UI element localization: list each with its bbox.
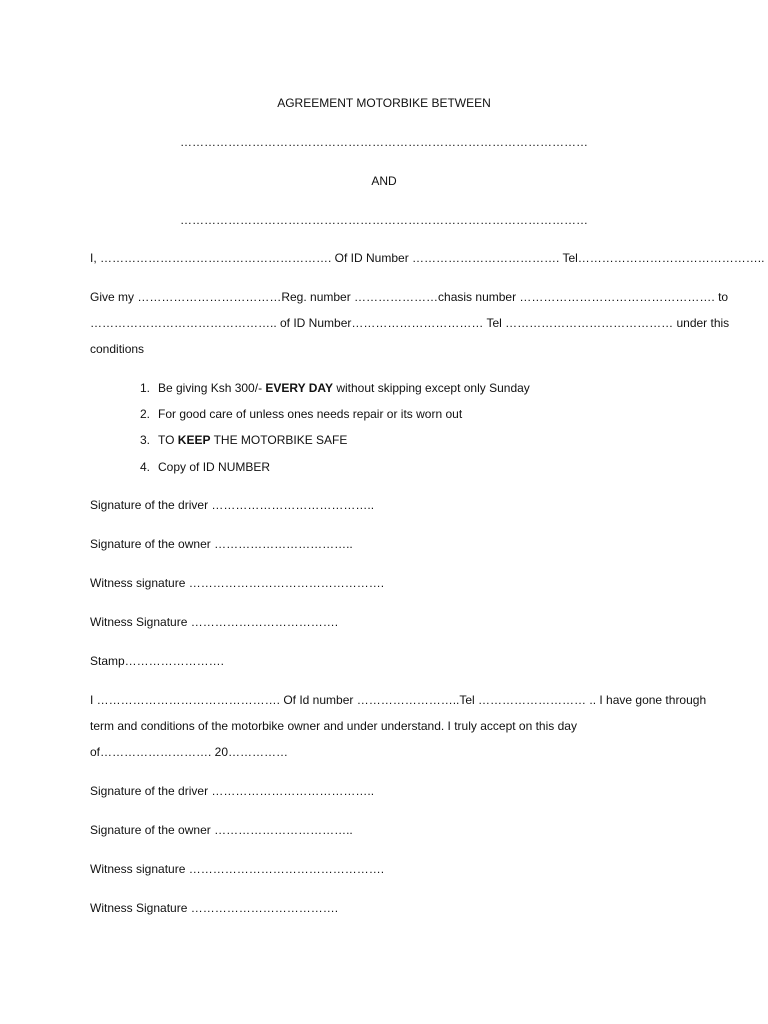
witness-signature-line: Witness Signature ………………………………. [90,901,339,915]
driver-signature-line: Signature of the driver ………………………………….. [90,498,375,512]
give-line-2: ……………………………………….. of ID Number…………………………… Tel …………………………………… under this [90,316,730,330]
condition-text: For good care of unless ones needs repair or its worn out [158,407,463,421]
accept-line-1: I ………………………………………. Of Id number ……………………..Tel ……………………… .. I have gone through [90,693,707,707]
stamp-line: Stamp……………………. [90,654,225,668]
intro-line: I, …………………………………………………. Of ID Number ………………………………. Tel……………………………………….. [90,251,765,265]
list-number: 1. [139,381,150,395]
party-one-blank: ………………………………………………………………………………………… [180,135,588,149]
owner-signature-line: Signature of the owner …………………………….. [90,537,353,551]
give-line-3: conditions [90,342,145,356]
document-title: AGREEMENT MOTORBIKE BETWEEN [277,96,491,110]
witness-signature-line: Witness signature …………………………………………. [90,862,385,876]
and-label: AND [371,174,397,188]
condition-text: Copy of ID NUMBER [158,460,271,474]
list-number: 3. [139,433,150,447]
driver-signature-line: Signature of the driver ………………………………….. [90,784,375,798]
condition-text: Be giving Ksh 300/- EVERY DAY without skipping except only Sunday [158,381,530,395]
condition-text: TO KEEP THE MOTORBIKE SAFE [158,433,348,447]
give-line-1: Give my ………………………………Reg. number …………………chasis number …………………………………………. to [90,290,729,304]
party-two-blank: ………………………………………………………………………………………… [180,213,588,227]
accept-line-2: term and conditions of the motorbike owner and under understand. I truly accept on this day [90,719,577,733]
owner-signature-line: Signature of the owner …………………………….. [90,823,353,837]
accept-line-3: of………………………. 20…………… [90,745,289,759]
list-number: 2. [139,407,150,421]
witness-signature-line: Witness signature …………………………………………. [90,576,385,590]
list-number: 4. [139,460,150,474]
witness-signature-line: Witness Signature ………………………………. [90,615,339,629]
